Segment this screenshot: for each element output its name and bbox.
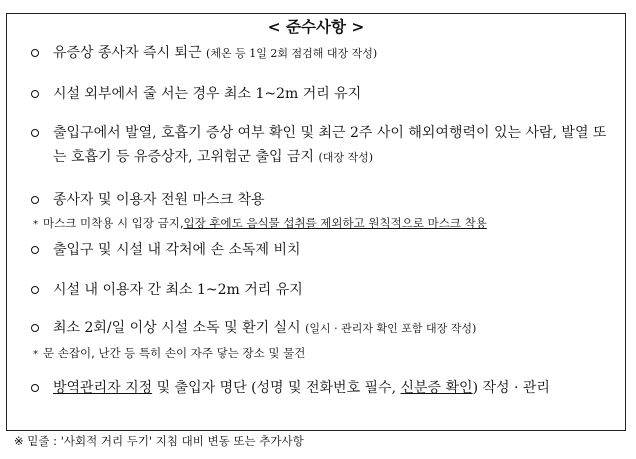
item-text: 출입구에서 발열, 호흡기 증상 여부 확인 및 최근 2주 사이 해외여행력이 있는 사람, 발열 또는 호흡기 등 유증상자, 고위험군 출입 금지	[53, 125, 607, 165]
bullet-icon	[31, 286, 39, 294]
item-text: 종사자 및 이용자 전원 마스크 착용	[53, 192, 265, 208]
item-text: 유증상 종사자 즉시 퇴근	[53, 45, 202, 61]
item-underlined-text: 방역관리자 지정	[53, 380, 153, 396]
list-item	[31, 188, 619, 212]
asterisk-icon: *	[33, 349, 38, 360]
list-item	[31, 376, 619, 400]
handle-subnote	[33, 345, 619, 363]
item-text: 및 출입자 명단 (성명 및 전화번호 필수,	[152, 380, 401, 396]
item-underlined-text: 신분증 확인	[400, 380, 473, 396]
subnote-underlined-text: 입장 후에도 음식물 섭취를 제외하고 원칙적으로 마스크 착용	[183, 216, 487, 230]
item-text: 출입구 및 시설 내 각처에 손 소독제 비치	[53, 242, 301, 258]
bullet-icon	[31, 196, 39, 204]
list-item	[31, 82, 619, 106]
guidelines-box	[6, 13, 626, 431]
list-item	[31, 278, 619, 302]
bullet-icon	[31, 324, 39, 332]
subnote-text: 문 손잡이, 난간 등 특히 손이 자주 닿는 장소 및 물건	[43, 346, 306, 360]
item-text: 시설 내 이용자 간 최소 1~2m 거리 유지	[53, 282, 303, 298]
item-text: 최소 2회/일 이상 시설 소독 및 환기 실시	[53, 320, 301, 336]
list-item	[31, 238, 619, 262]
bullet-icon	[31, 129, 39, 137]
section-title: < 준수사항 >	[258, 17, 375, 37]
item-text: 시설 외부에서 줄 서는 경우 최소 1~2m 거리 유지	[53, 86, 362, 102]
bullet-icon	[31, 246, 39, 254]
list-item	[31, 316, 619, 341]
subnote-text: 마스크 미착용 시 입장 금지,	[43, 216, 184, 230]
footer-note: ※ 밑줄 : '사회적 거리 두기' 지침 대비 변동 또는 추가사항	[14, 434, 304, 448]
mask-subnote	[33, 215, 619, 233]
list-item	[31, 41, 619, 66]
bullet-icon	[31, 384, 39, 392]
item-note: (체온 등 1일 2회 점검해 대장 작성)	[206, 47, 378, 60]
item-note: (일시 · 관리자 확인 포함 대장 작성)	[305, 322, 477, 335]
asterisk-icon: *	[33, 219, 38, 230]
item-text: ) 작성 · 관리	[472, 380, 550, 396]
bullet-icon	[31, 90, 39, 98]
bullet-icon	[31, 49, 39, 57]
list-item	[31, 121, 619, 170]
item-note: (대장 작성)	[318, 151, 374, 164]
